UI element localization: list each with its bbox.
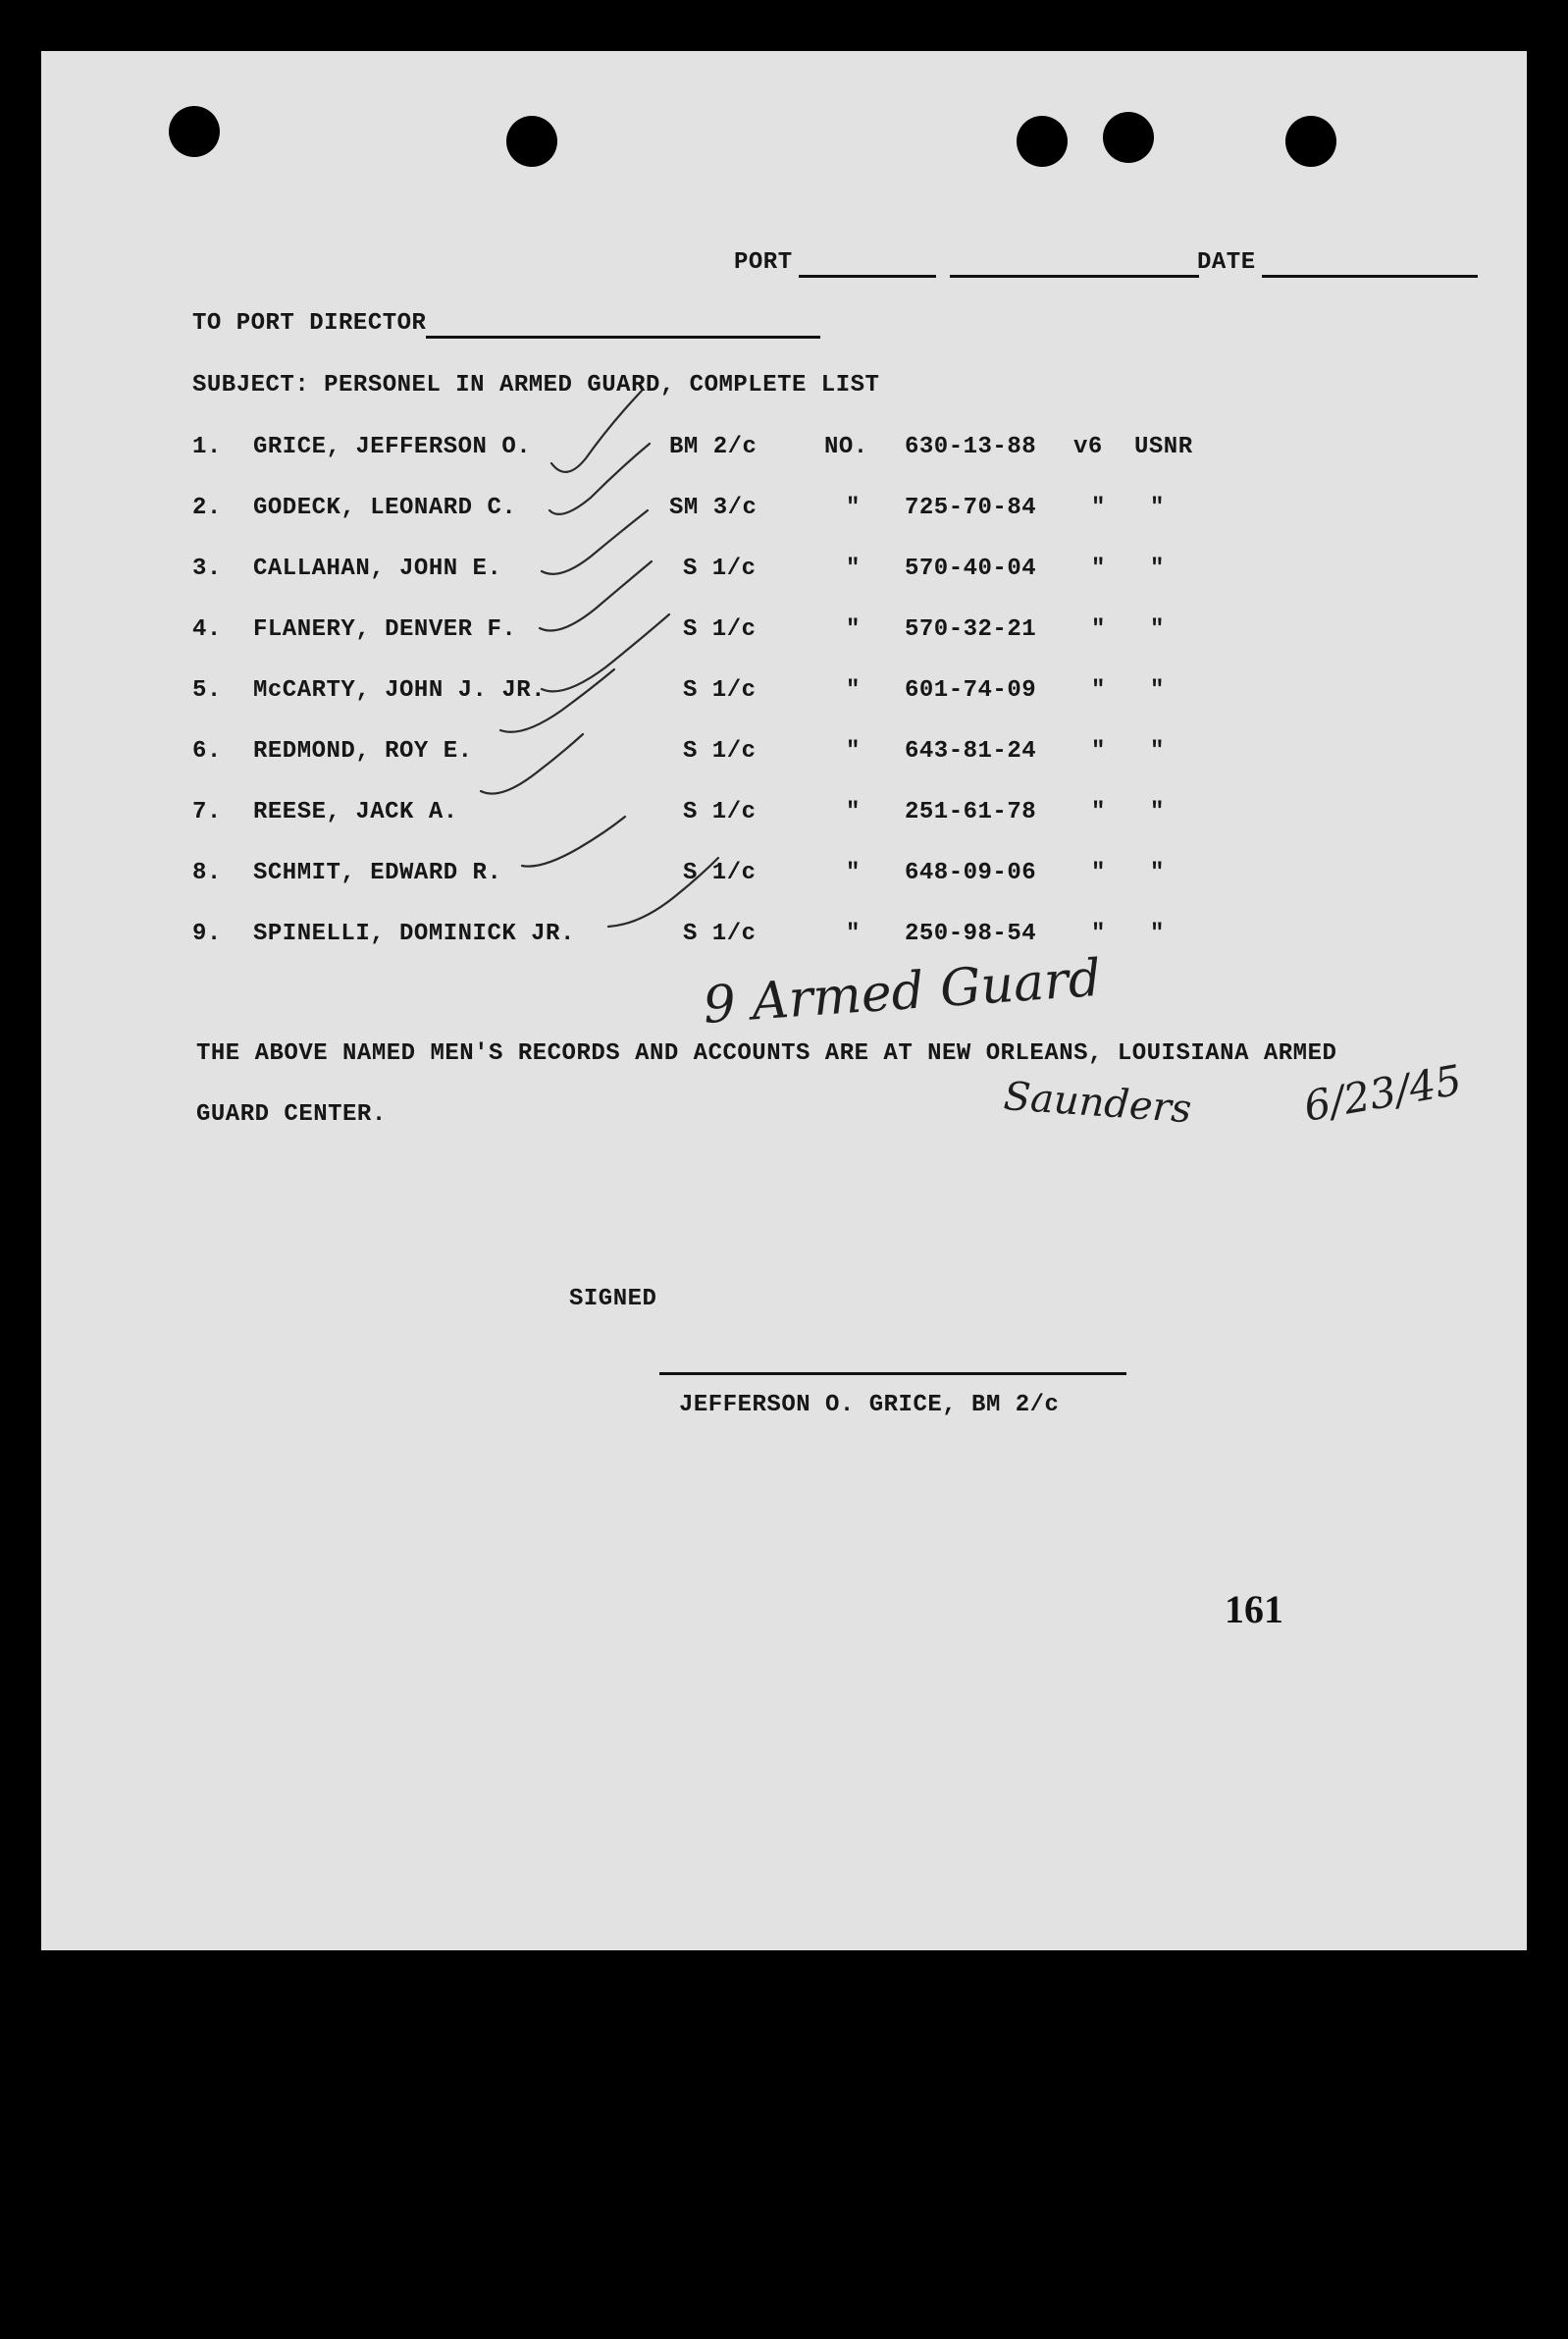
row-number: 3.: [192, 556, 222, 582]
handwritten-date: 6/23/45: [1300, 1055, 1466, 1131]
service-number: 643-81-24: [905, 738, 1037, 765]
v-code: ": [1091, 556, 1106, 582]
table-row: [41, 738, 1527, 771]
records-statement: THE ABOVE NAMED MEN'S RECORDS AND ACCOUNTS ARE AT NEW ORLEANS, LOUISIANA ARMED: [196, 1040, 1337, 1067]
v-code: ": [1091, 921, 1106, 947]
ditto-mark: ": [846, 860, 861, 886]
personnel-name: SPINELLI, DOMINICK JR.: [253, 921, 575, 947]
table-row: [41, 799, 1527, 832]
personnel-rate: SM 3/c: [669, 495, 758, 521]
personnel-rate: BM 2/c: [669, 434, 758, 460]
records-statement-cont: GUARD CENTER.: [196, 1101, 387, 1128]
document-page: [41, 51, 1527, 1950]
personnel-name: GODECK, LEONARD C.: [253, 495, 517, 521]
ditto-mark: ": [846, 616, 861, 643]
punch-hole: [506, 116, 557, 167]
row-number: 6.: [192, 738, 222, 765]
service-number: 630-13-88: [905, 434, 1037, 460]
ditto-mark: ": [846, 556, 861, 582]
branch: ": [1150, 677, 1165, 704]
punch-hole: [169, 106, 220, 157]
punch-hole: [1103, 112, 1154, 163]
personnel-rate: S 1/c: [683, 921, 757, 947]
v-code: ": [1091, 495, 1106, 521]
v-code: ": [1091, 616, 1106, 643]
table-row: [41, 616, 1527, 650]
ditto-mark: ": [846, 799, 861, 825]
branch: USNR: [1134, 434, 1193, 460]
table-row: [41, 556, 1527, 589]
personnel-name: CALLAHAN, JOHN E.: [253, 556, 502, 582]
personnel-name: McCARTY, JOHN J. JR.: [253, 677, 547, 704]
table-row: [41, 677, 1527, 711]
v-code: v6: [1073, 434, 1103, 460]
personnel-rate: S 1/c: [683, 556, 757, 582]
ditto-mark: ": [846, 921, 861, 947]
row-number: 4.: [192, 616, 222, 643]
table-row: [41, 495, 1527, 528]
branch: ": [1150, 616, 1165, 643]
port-label: PORT: [734, 249, 793, 276]
branch: ": [1150, 738, 1165, 765]
personnel-name: REDMOND, ROY E.: [253, 738, 473, 765]
v-code: ": [1091, 860, 1106, 886]
to-blank-line: [426, 336, 820, 339]
personnel-rate: S 1/c: [683, 860, 757, 886]
personnel-name: SCHMIT, EDWARD R.: [253, 860, 502, 886]
port-blank-line-2: [950, 275, 1199, 278]
subject-line: SUBJECT: PERSONEL IN ARMED GUARD, COMPLETE LIST: [192, 372, 880, 399]
branch: ": [1150, 495, 1165, 521]
ditto-mark: ": [846, 677, 861, 704]
v-code: ": [1091, 738, 1106, 765]
row-number: 8.: [192, 860, 222, 886]
no-label: NO.: [824, 434, 868, 460]
signature-line: [659, 1372, 1126, 1375]
to-port-director-label: TO PORT DIRECTOR: [192, 310, 427, 337]
personnel-rate: S 1/c: [683, 738, 757, 765]
port-blank-line: [799, 275, 936, 278]
table-row: [41, 434, 1527, 467]
service-number: 648-09-06: [905, 860, 1037, 886]
branch: ": [1150, 921, 1165, 947]
date-label: DATE: [1197, 249, 1256, 276]
row-number: 5.: [192, 677, 222, 704]
punch-hole: [1285, 116, 1336, 167]
table-row: [41, 921, 1527, 954]
row-number: 1.: [192, 434, 222, 460]
v-code: ": [1091, 799, 1106, 825]
ditto-mark: ": [846, 495, 861, 521]
row-number: 9.: [192, 921, 222, 947]
personnel-name: REESE, JACK A.: [253, 799, 458, 825]
page-number: 161: [1225, 1587, 1283, 1631]
personnel-name: GRICE, JEFFERSON O.: [253, 434, 532, 460]
punch-hole: [1017, 116, 1068, 167]
branch: ": [1150, 556, 1165, 582]
row-number: 2.: [192, 495, 222, 521]
personnel-rate: S 1/c: [683, 677, 757, 704]
signer-name: JEFFERSON O. GRICE, BM 2/c: [679, 1392, 1060, 1418]
service-number: 251-61-78: [905, 799, 1037, 825]
ditto-mark: ": [846, 738, 861, 765]
signed-label: SIGNED: [569, 1286, 657, 1312]
service-number: 570-40-04: [905, 556, 1037, 582]
handwritten-initials: Saunders: [1002, 1074, 1193, 1133]
armed-guard-note: 9 Armed Guard: [701, 948, 1104, 1036]
personnel-name: FLANERY, DENVER F.: [253, 616, 517, 643]
date-blank-line: [1262, 275, 1478, 278]
service-number: 601-74-09: [905, 677, 1037, 704]
service-number: 725-70-84: [905, 495, 1037, 521]
branch: ": [1150, 799, 1165, 825]
service-number: 250-98-54: [905, 921, 1037, 947]
personnel-rate: S 1/c: [683, 616, 757, 643]
v-code: ": [1091, 677, 1106, 704]
branch: ": [1150, 860, 1165, 886]
table-row: [41, 860, 1527, 893]
row-number: 7.: [192, 799, 222, 825]
service-number: 570-32-21: [905, 616, 1037, 643]
personnel-rate: S 1/c: [683, 799, 757, 825]
